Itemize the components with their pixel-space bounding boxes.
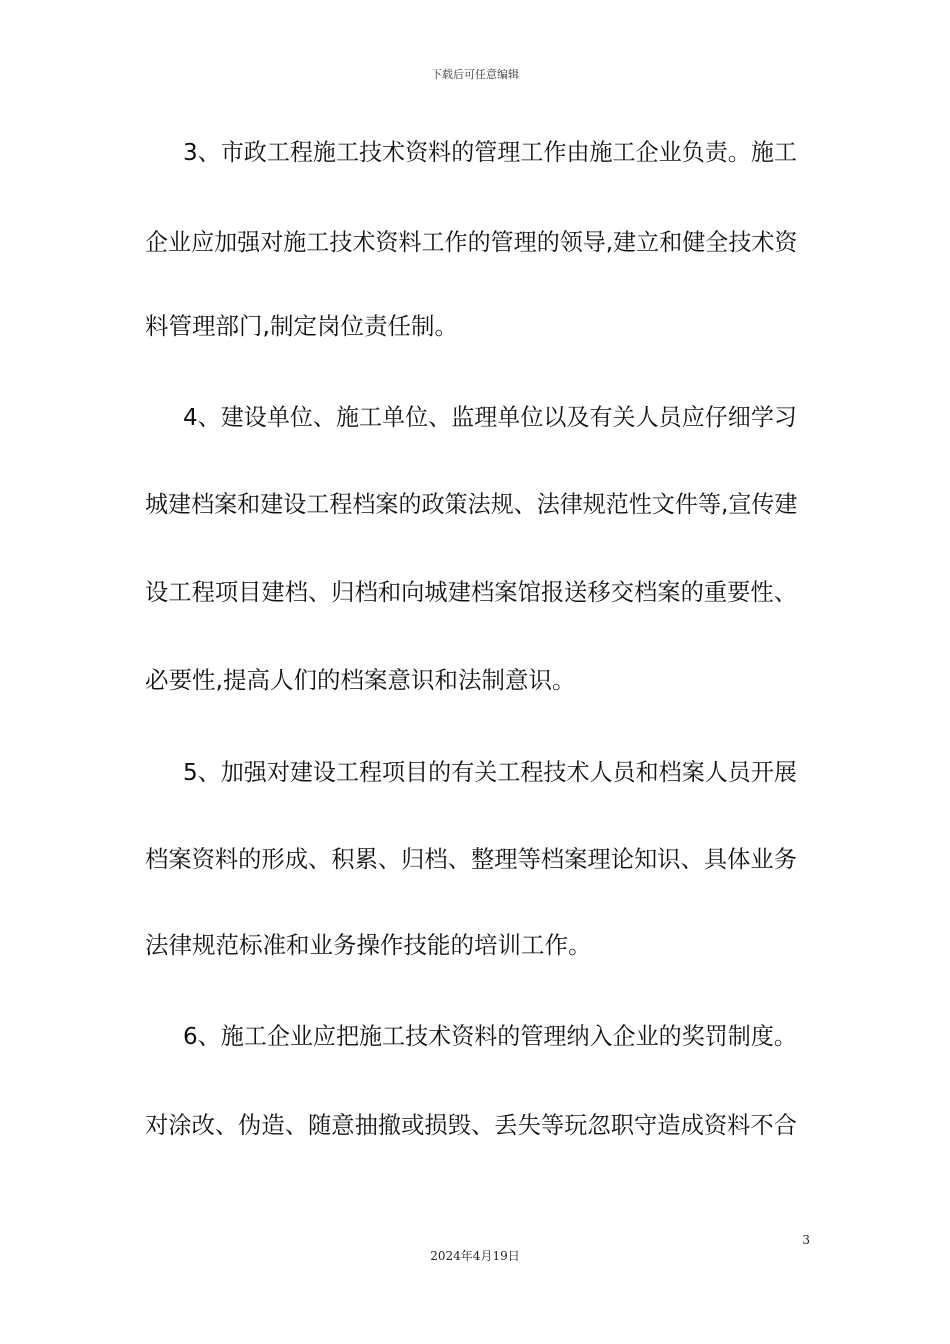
page-header: 下载后可任意编辑	[431, 68, 519, 81]
paragraph-5-line-2: 档案资料的形成、积累、归档、整理等档案理论知识、具体业务	[145, 845, 797, 873]
footer-date: 2024年4月19日	[430, 1249, 520, 1263]
paragraph-4-line-3: 设工程项目建档、归档和向城建档案馆报送移交档案的重要性、	[145, 578, 797, 606]
paragraph-5-line-1: 5、加强对建设工程项目的有关工程技术人员和档案人员开展	[183, 758, 797, 786]
paragraph-3-line-3: 料管理部门,制定岗位责任制。	[145, 312, 458, 340]
paragraph-4-line-2: 城建档案和建设工程档案的政策法规、法律规范性文件等,宣传建	[145, 490, 798, 518]
paragraph-3-line-1: 3、市政工程施工技术资料的管理工作由施工企业负责。施工	[183, 138, 797, 166]
paragraph-4-line-1: 4、建设单位、施工单位、监理单位以及有关人员应仔细学习	[183, 403, 797, 431]
page-number: 3	[802, 1233, 810, 1247]
paragraph-6-line-1: 6、施工企业应把施工技术资料的管理纳入企业的奖罚制度。	[183, 1022, 797, 1050]
paragraph-6-line-2: 对涂改、伪造、随意抽撤或损毁、丢失等玩忽职守造成资料不合	[145, 1111, 797, 1139]
paragraph-3-line-2: 企业应加强对施工技术资料工作的管理的领导,建立和健全技术资	[145, 228, 798, 256]
paragraph-4-line-4: 必要性,提高人们的档案意识和法制意识。	[145, 666, 576, 694]
paragraph-5-line-3: 法律规范标准和业务操作技能的培训工作。	[145, 931, 592, 959]
